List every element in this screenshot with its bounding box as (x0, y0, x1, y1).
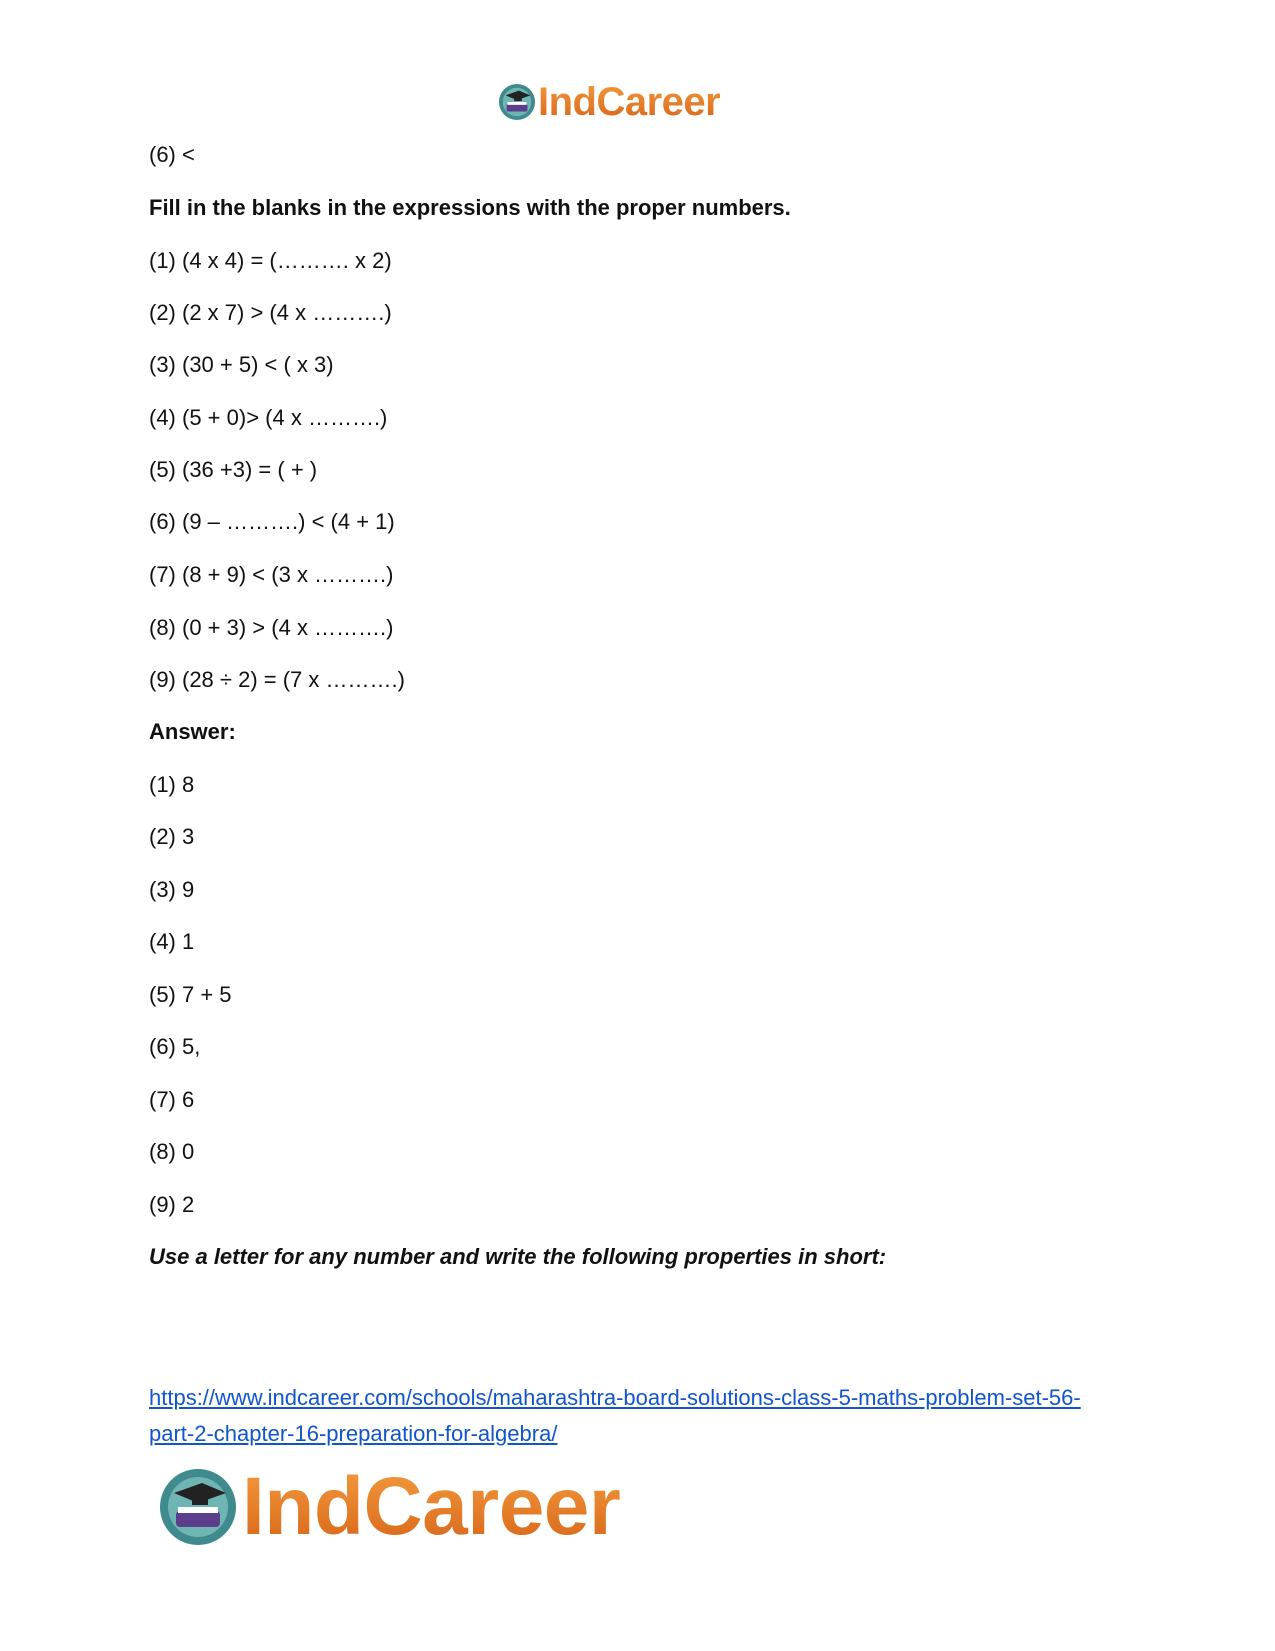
question-2: (2) (2 x 7) > (4 x ……….) (149, 300, 392, 325)
next-section-heading: Use a letter for any number and write the following properties in short: (149, 1244, 887, 1269)
answer-7: (7) 6 (149, 1087, 195, 1112)
question-9: (9) (28 ÷ 2) = (7 x ……….) (149, 667, 405, 692)
question-3: (3) (30 + 5) < ( x 3) (149, 352, 334, 377)
source-link-line-1[interactable]: https://www.indcareer.com/schools/maharashtra-board-solutions-class-5-maths-problem-set-56- (149, 1385, 1081, 1410)
answer-4: (4) 1 (149, 929, 195, 954)
previous-answer-line: (6) < (149, 142, 195, 167)
question-7: (7) (8 + 9) < (3 x ……….) (149, 562, 394, 587)
question-6: (6) (9 – ……….) < (4 + 1) (149, 509, 395, 534)
answer-1: (1) 8 (149, 772, 195, 797)
answer-3: (3) 9 (149, 877, 195, 902)
logo-emblem-icon (158, 1467, 238, 1547)
question-1: (1) (4 x 4) = (………. x 2) (149, 248, 392, 273)
logo-wordmark: IndCareer (538, 80, 721, 124)
answer-label: Answer: (149, 719, 236, 744)
question-5: (5) (36 +3) = ( + ) (149, 457, 318, 482)
answer-2: (2) 3 (149, 824, 195, 849)
footer-logo (158, 1462, 620, 1552)
source-link-line-2[interactable]: part-2-chapter-16-preparation-for-algebra/ (149, 1421, 558, 1446)
section-heading: Fill in the blanks in the expressions with the proper numbers. (149, 195, 791, 220)
answer-8: (8) 0 (149, 1139, 195, 1164)
answer-9: (9) 2 (149, 1192, 195, 1217)
question-8: (8) (0 + 3) > (4 x ……….) (149, 615, 394, 640)
header-logo (498, 78, 720, 126)
question-4: (4) (5 + 0)> (4 x ……….) (149, 405, 388, 430)
source-link[interactable] (149, 1380, 1149, 1452)
logo-wordmark: IndCareer (242, 1461, 621, 1552)
answer-5: (5) 7 + 5 (149, 982, 232, 1007)
logo-emblem-icon (498, 83, 536, 121)
answer-6: (6) 5, (149, 1034, 201, 1059)
